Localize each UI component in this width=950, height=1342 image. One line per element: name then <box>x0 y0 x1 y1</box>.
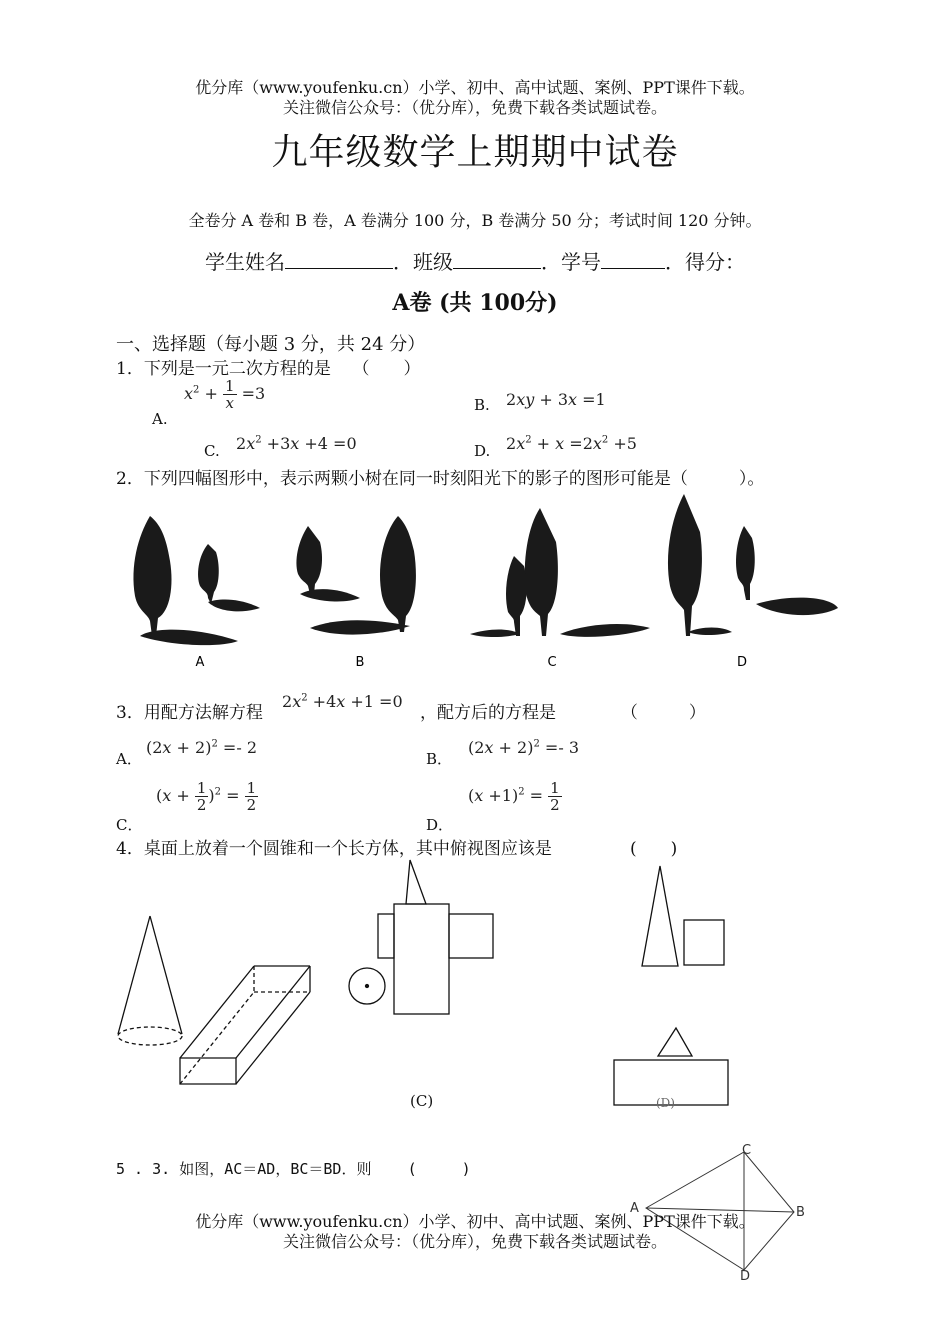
q3-option-a-formula: $(2x + 2)^2 =- 2$ <box>146 738 257 757</box>
q1-stem: 1．下列是一元二次方程的是 （ ） <box>116 359 421 379</box>
q2-figure-a <box>133 516 260 645</box>
q3-option-b-formula: $(2x + 2)^2 =- 3$ <box>468 738 579 757</box>
class-label: 班级 <box>413 250 453 274</box>
q3-option-d-label: D． <box>426 816 454 834</box>
q3-stem: 3．用配方法解方程 <box>116 703 263 723</box>
q4-option-d-drawing <box>614 866 728 1105</box>
name-blank <box>285 250 393 269</box>
q3-option-c-formula: (x + $\frac{1}{2}$ )$^2$ = $\frac{1}{2}$ <box>156 779 257 814</box>
q2-label-a: A <box>195 655 205 670</box>
q5-point-d: D <box>740 1269 751 1284</box>
part1-heading: 一、选择题（每小题 3 分，共 24 分） <box>116 334 426 355</box>
q2-figure-c <box>470 508 650 637</box>
q4-label-d: (D) <box>656 1096 675 1110</box>
q5-point-a: A <box>630 1201 639 1216</box>
page-title: 九年级数学上期期中试卷 <box>271 132 679 173</box>
q3-option-d-formula: $(x +1)^2$ = $\frac{1}{2}$ <box>468 779 560 814</box>
class-blank <box>453 250 541 269</box>
q2-label-b: B <box>355 655 365 670</box>
q2-trees-figure <box>110 486 840 672</box>
q4-views-figure <box>110 854 750 1114</box>
q4-cone <box>118 916 182 1045</box>
q1-option-d-label: D. <box>474 442 491 460</box>
q2-label-d: D <box>736 655 748 670</box>
q1-option-c-formula: $2x^2 +3x +4 =0$ <box>236 434 357 453</box>
score-label: 得分： <box>685 250 745 274</box>
q3-option-b-label: B． <box>426 750 453 768</box>
q1-option-d-formula: $2x^2 + x =2x^2 +5$ <box>506 434 637 453</box>
exam-intro: 全卷分 A 卷和 B 卷，A 卷满分 100 分，B 卷满分 50 分；考试时间 120 分钟。 <box>188 211 762 230</box>
q1-option-b-formula: 2xy + 3x =1 <box>506 390 606 409</box>
q1-option-c-label: C. <box>204 442 220 460</box>
q2-label-c: C <box>547 655 557 670</box>
q1-option-b-label: B. <box>474 396 490 414</box>
q1-option-a-formula: $x^2$ + $\frac{1}{x}$ =3 <box>184 377 266 412</box>
footer-line-1: 优分库（www.youfenku.cn）小学、初中、高中试题、案例、PPT课件下载。 <box>195 1212 755 1231</box>
header-line-2: 关注微信公众号：（优分库），免费下载各类试题试卷。 <box>282 98 667 117</box>
footer-line-2: 关注微信公众号：（优分库），免费下载各类试题试卷。 <box>282 1232 667 1251</box>
q3-stem-tail: ，配方后的方程是 （ ） <box>420 703 706 723</box>
section-a-title: A卷 (共 100分) <box>392 290 558 316</box>
q4-stem: 4．桌面上放着一个圆锥和一个长方体，其中俯视图应该是 <box>116 839 552 859</box>
q5-point-c: C <box>742 1144 752 1158</box>
q5-stem: 5 . 3. 如图，AC＝AD，BC＝BD．则 ( ) <box>116 1160 471 1178</box>
q1-option-a-label: A. <box>152 410 168 428</box>
q4-label-c: (C) <box>410 1092 434 1110</box>
q3-option-a-label: A． <box>116 750 142 768</box>
header-line-1: 优分库（www.youfenku.cn）小学、初中、高中试题、案例、PPT课件下载。 <box>195 78 755 97</box>
q4-cuboid <box>180 966 310 1084</box>
q3-equation: $2x^2 +4x +1 =0$ <box>282 692 403 711</box>
number-blank <box>601 250 665 269</box>
q2-figure-d <box>668 494 838 636</box>
name-label: 学生姓名 <box>205 250 285 274</box>
number-label: 学号 <box>561 250 601 274</box>
student-info: 学生姓名 ．班级 ．学号 ．得分： <box>205 250 745 274</box>
q2-figure-b <box>296 516 415 635</box>
q3-option-c-label: C． <box>116 816 143 834</box>
q2-stem: 2．下列四幅图形中，表示两颗小树在同一时刻阳光下的影子的图形可能是（ ）。 <box>116 469 765 489</box>
q5-point-b: B <box>796 1205 805 1220</box>
q4-option-c-drawing <box>349 860 493 1014</box>
q4-paren: ( ) <box>630 839 678 859</box>
